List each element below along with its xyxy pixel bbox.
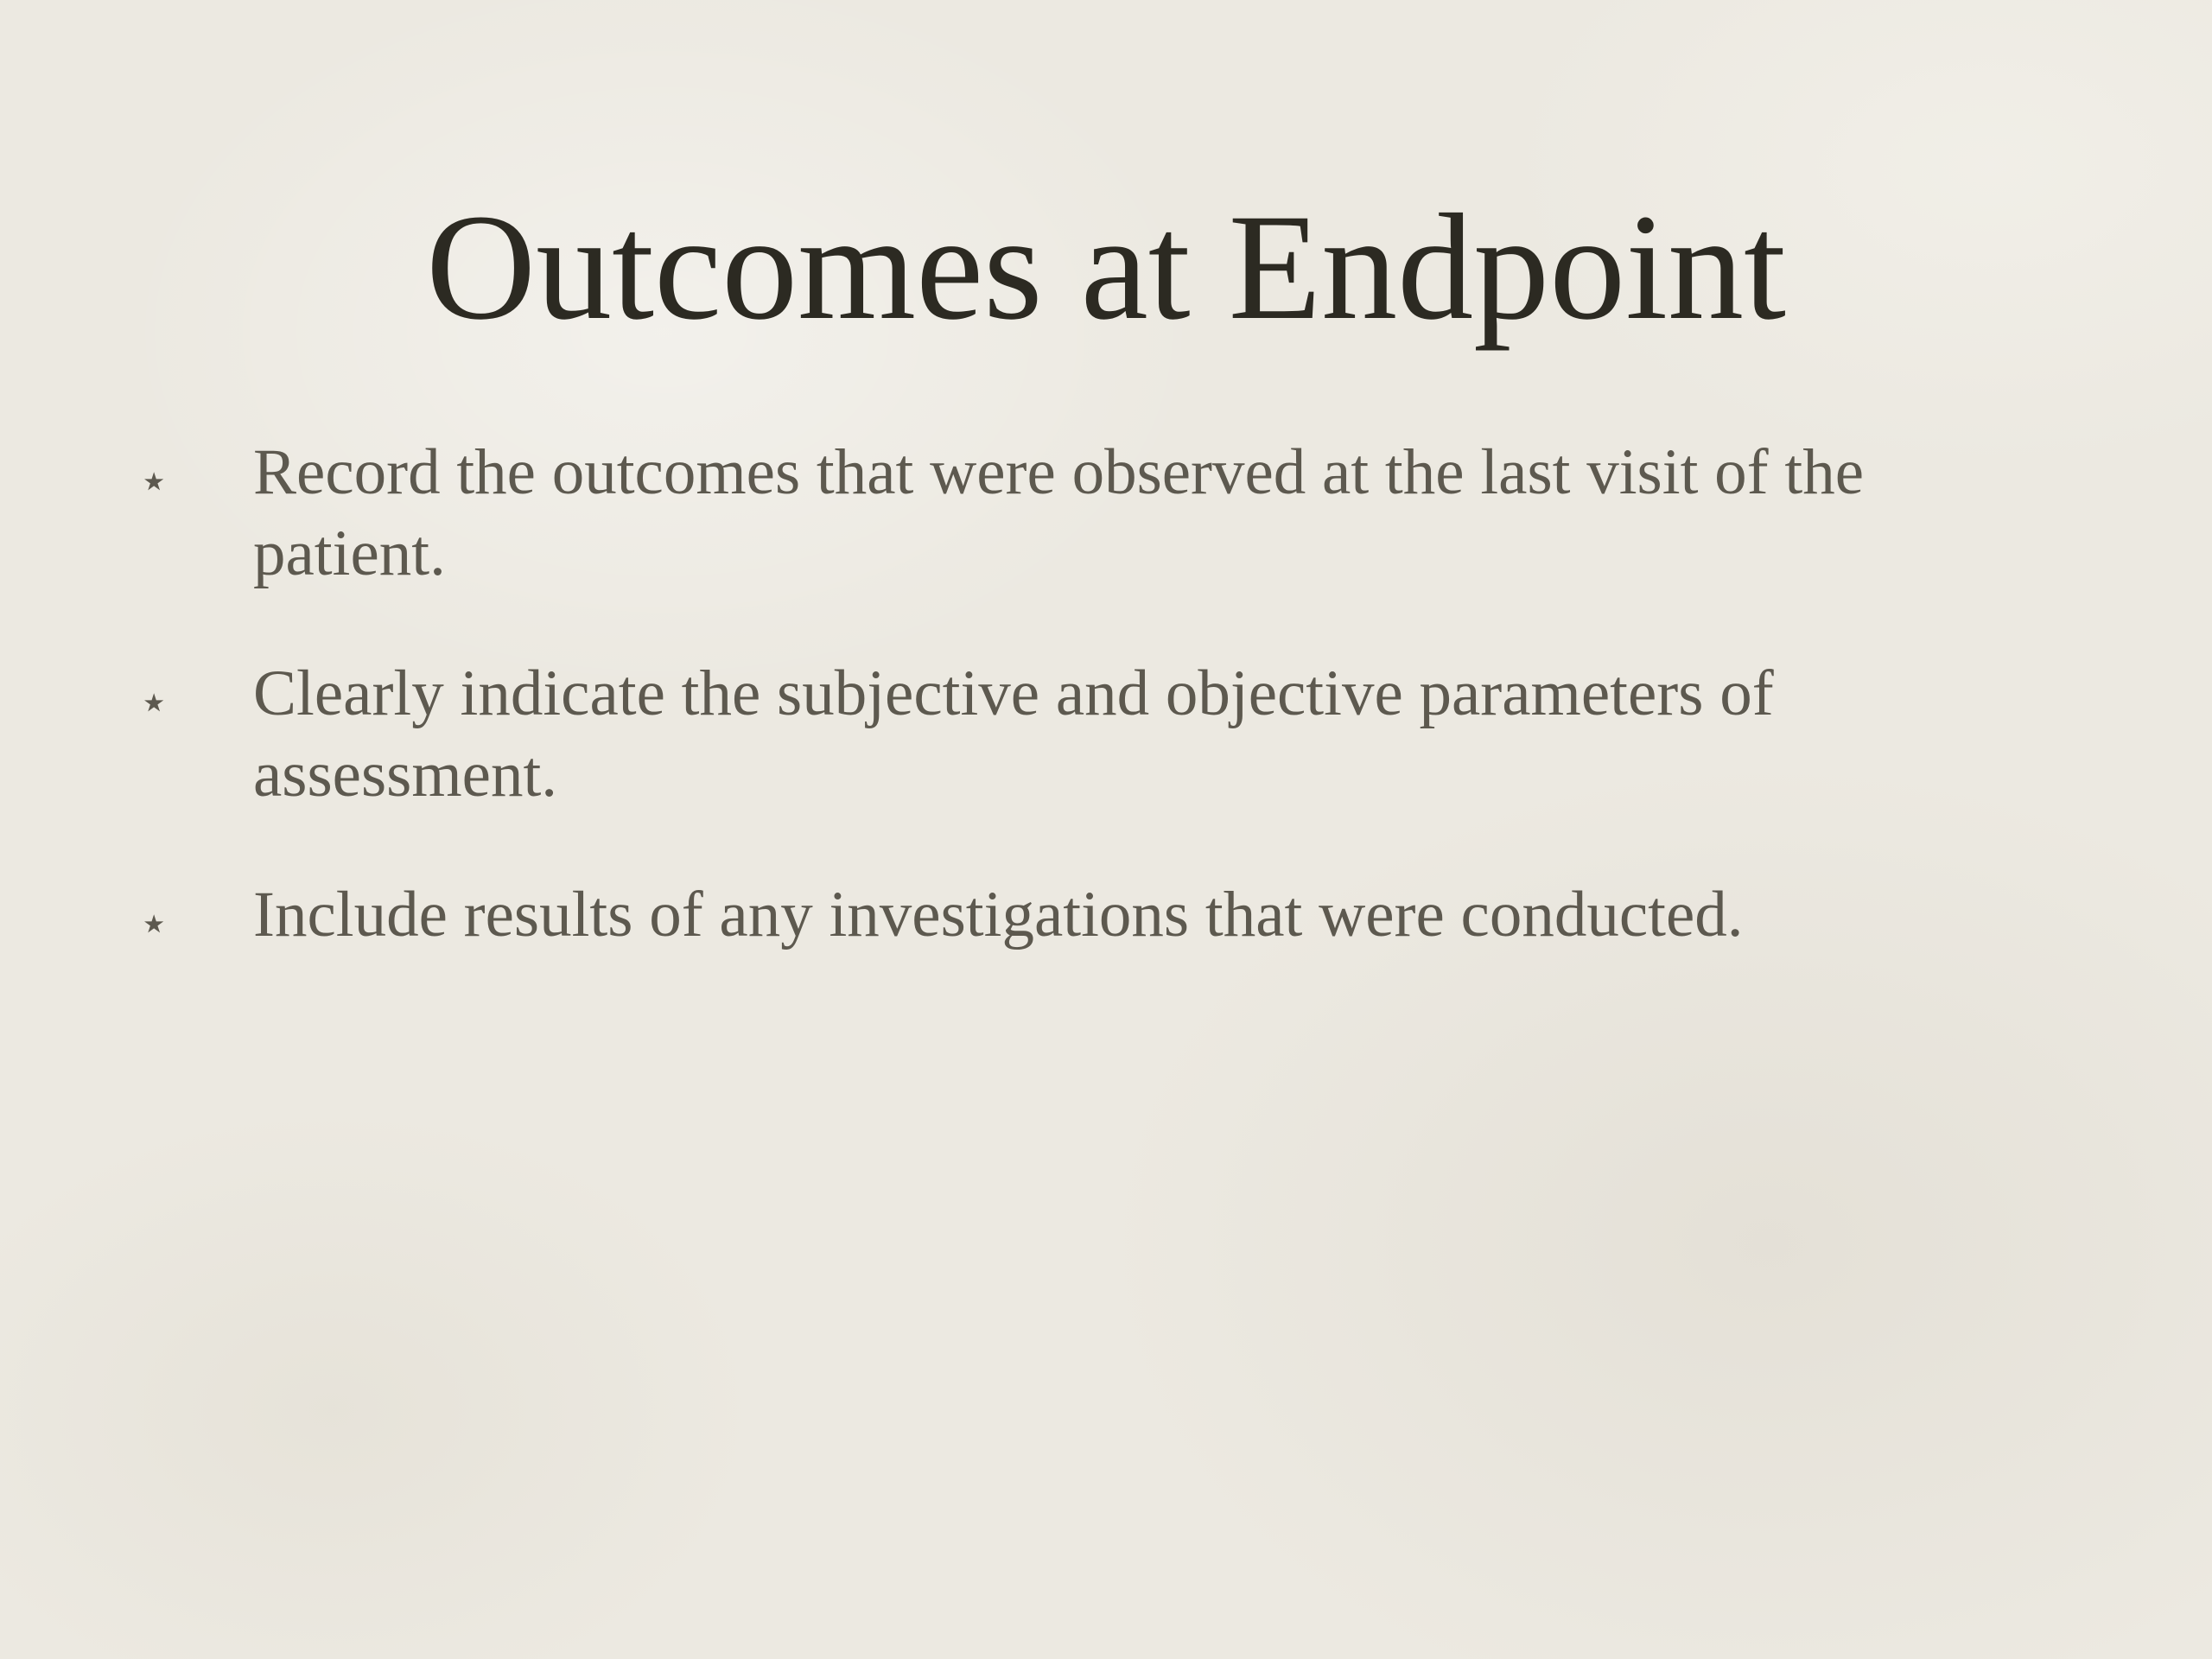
star-bullet-icon: ⋆ <box>138 451 170 510</box>
bullet-text: Include results of any investigations that were conducted. <box>253 879 1744 950</box>
star-bullet-icon: ⋆ <box>138 672 170 731</box>
list-item <box>138 653 2022 816</box>
bullet-list <box>138 432 2022 1023</box>
star-bullet-icon: ⋆ <box>138 893 170 952</box>
list-item <box>138 874 2022 964</box>
list-item <box>138 432 2022 594</box>
slide-title: Outcomes at Endpoint <box>426 183 1786 352</box>
bullet-text: Record the outcomes that were observed at the last visit of the patient. <box>253 436 1865 589</box>
bullet-text: Clearly indicate the subjective and objective parameters of assessment. <box>253 658 1774 810</box>
